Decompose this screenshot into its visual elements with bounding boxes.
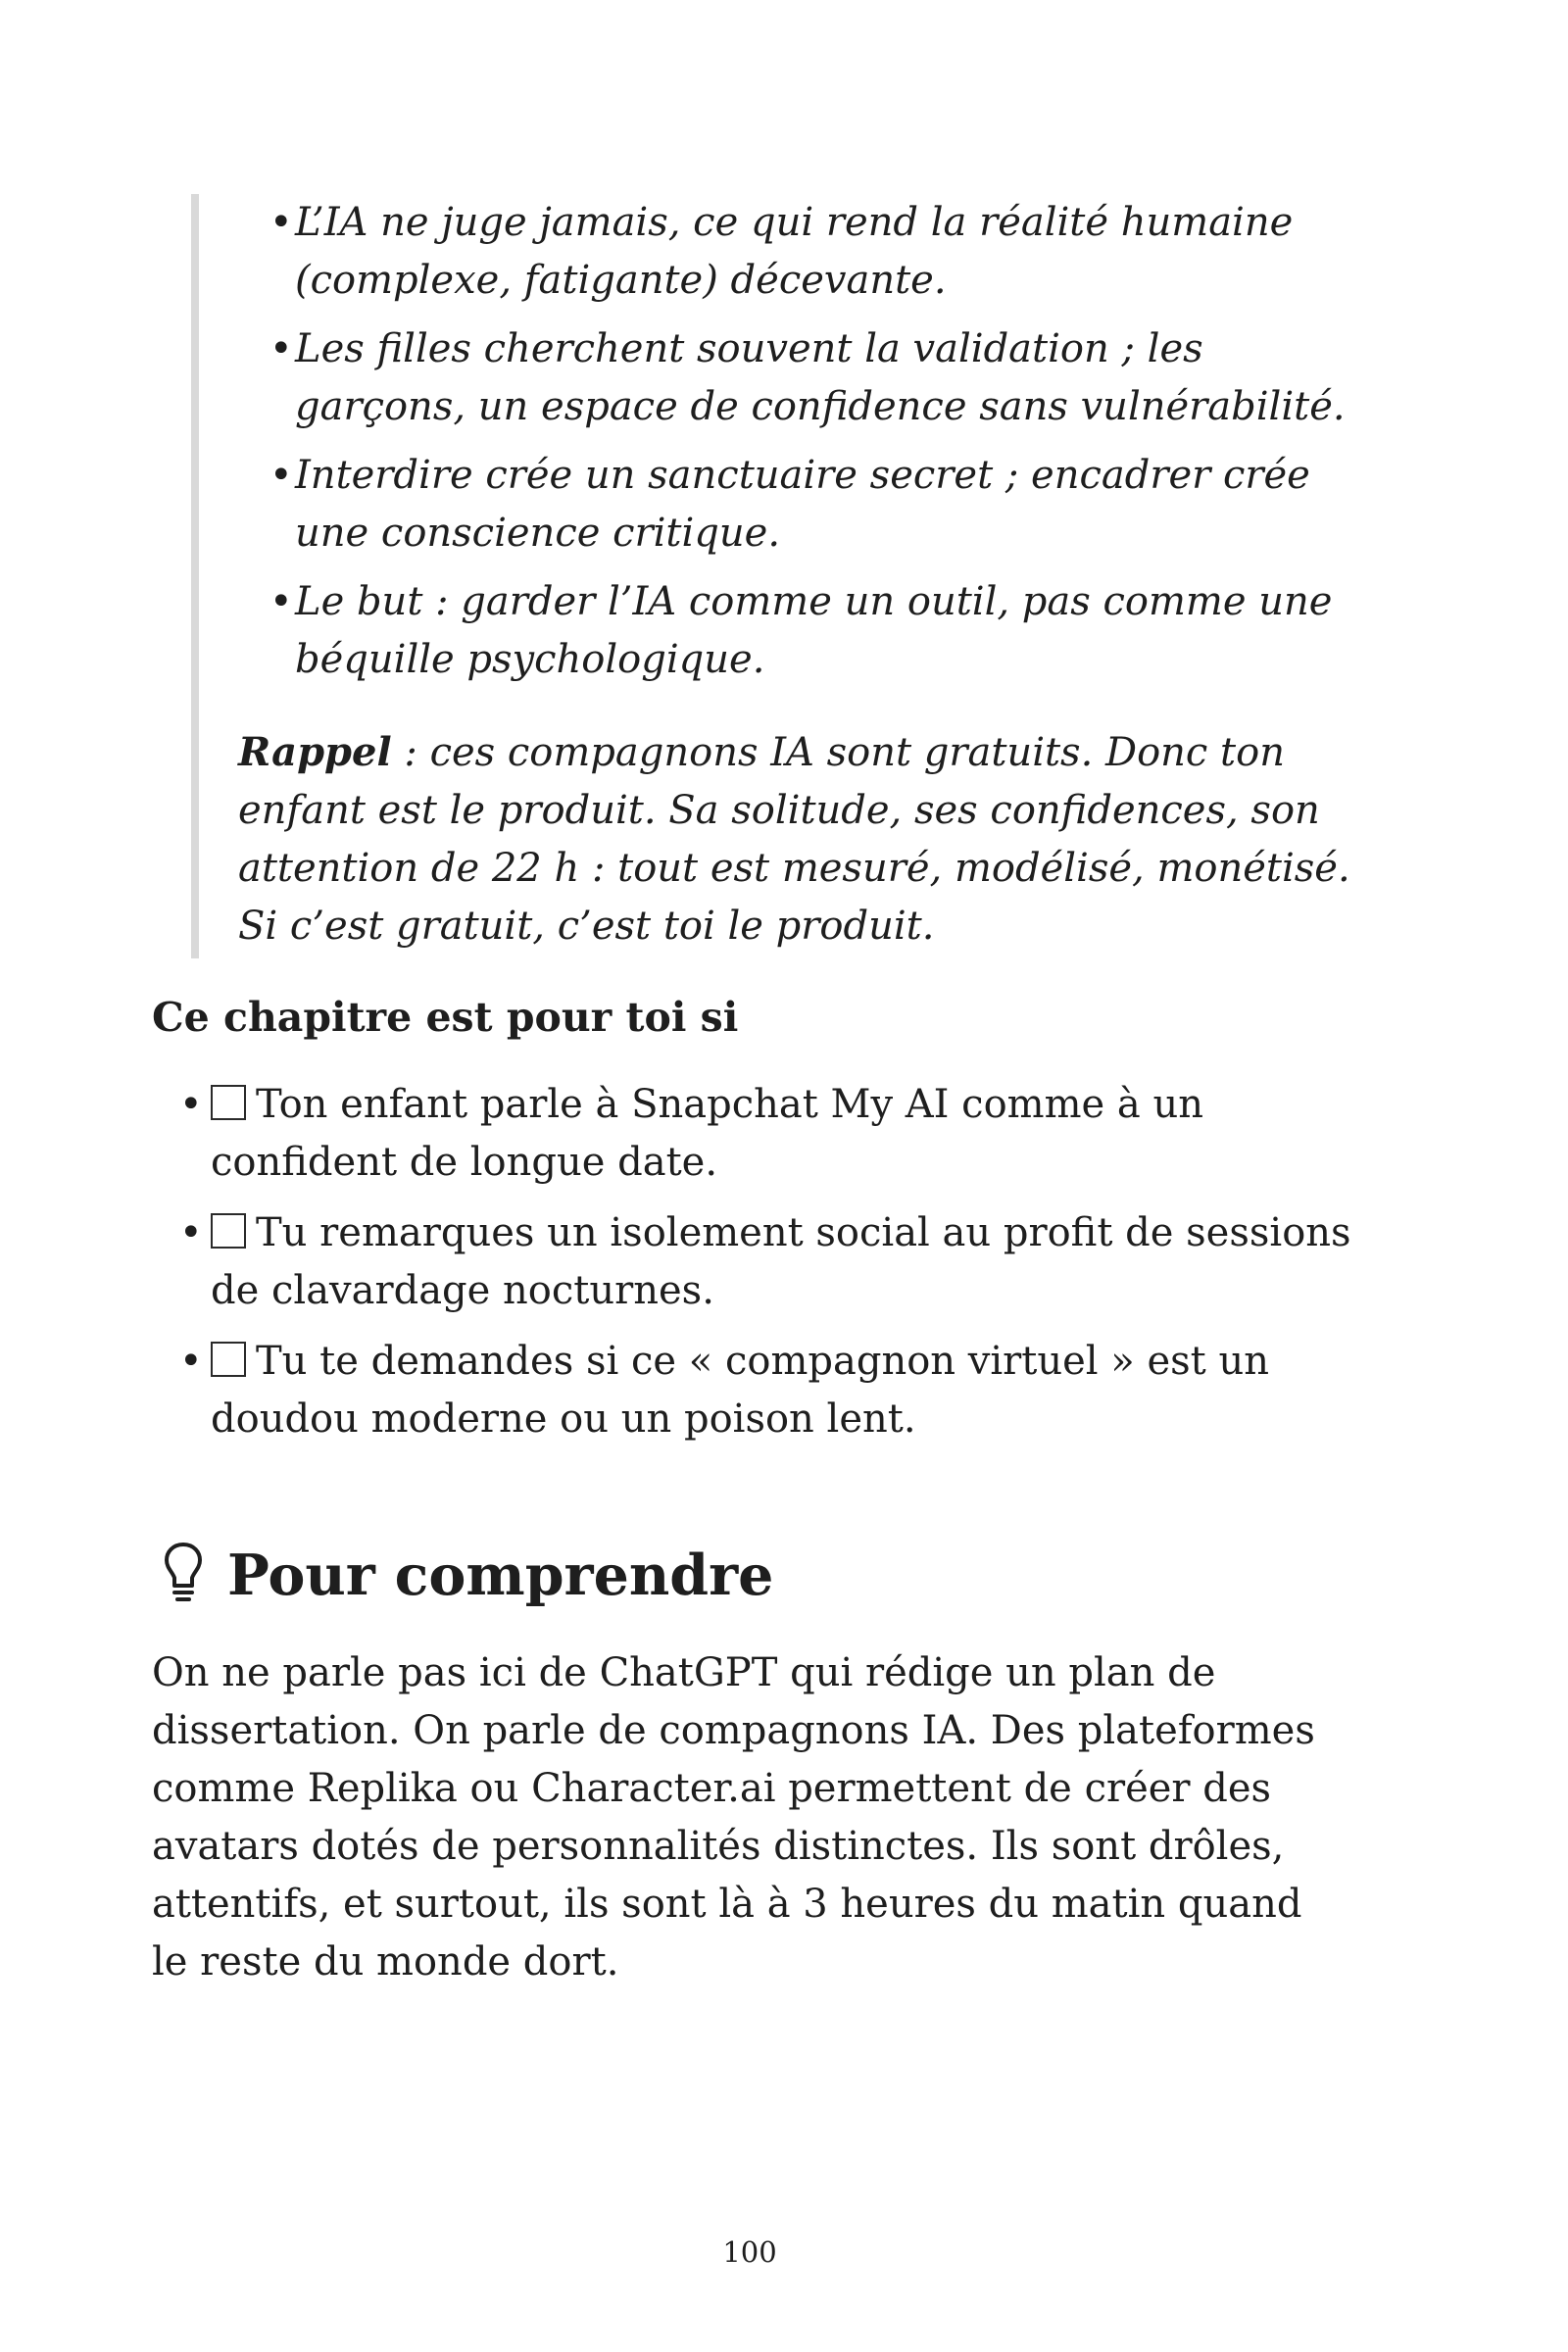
bullet-dot: • [179, 1082, 203, 1127]
bullet-dot: • [270, 579, 293, 624]
summary-bullet-text: Interdire crée un sanctuaire secret ; encadrer crée une conscience critique. [295, 453, 1310, 556]
summary-bullet [270, 573, 1377, 689]
checklist-item-text: Tu te demandes si ce « compagnon virtuel » est un doudou moderne ou un poison lent. [211, 1339, 1269, 1442]
bullet-dot: • [270, 326, 293, 371]
reminder-text: : ces compagnons IA sont gratuits. Donc ton enfant est le produit. Sa solitude, ses confidences, son attention de 22 h : tout est mesuré, modélisé, monétisé. Si c’est gratuit, c’est toi le produit. [238, 730, 1350, 949]
reminder-label: Rappel [238, 729, 392, 775]
checkbox[interactable] [211, 1342, 246, 1377]
body-paragraph: On ne parle pas ici de ChatGPT qui rédige un plan de dissertation. On parle de compagnons IA. Des plateformes comme Replika ou Character.ai permettent de créer des avatars dotés de personnalités distinctes. Ils sont drôles, attentifs, et surtout, ils sont là à 3 heures du matin quand le reste du monde dort. [152, 1650, 1315, 1984]
checklist-item-text: Tu remarques un isolement social au profit de sessions de clavardage nocturnes. [211, 1210, 1351, 1313]
checklist-title: Ce chapitre est pour toi si [152, 994, 739, 1041]
summary-bullet-text: L’IA ne juge jamais, ce qui rend la réalité humaine (complexe, fatigante) décevante. [295, 200, 1294, 303]
checklist-item [179, 1333, 1365, 1448]
checklist-item [179, 1076, 1365, 1192]
checklist [179, 1076, 1365, 1461]
summary-bullet-text: Les filles cherchent souvent la validation ; les garçons, un espace de confidence sans vulnérabilité. [295, 326, 1346, 429]
checkbox[interactable] [211, 1085, 246, 1120]
summary-bullet [270, 447, 1377, 563]
checklist-item [179, 1204, 1365, 1320]
summary-blockquote [191, 194, 1367, 958]
reminder-paragraph [238, 723, 1355, 956]
bullet-dot: • [270, 453, 293, 498]
summary-bullet-list [270, 194, 1377, 700]
lightbulb-icon [162, 1541, 205, 1605]
bullet-dot: • [270, 200, 293, 245]
summary-bullet-text: Le but : garder l’IA comme un outil, pas comme une béquille psychologique. [295, 579, 1333, 682]
page-number: 100 [722, 2235, 777, 2269]
bullet-dot: • [179, 1339, 203, 1384]
summary-bullet [270, 194, 1377, 310]
checkbox[interactable] [211, 1213, 246, 1249]
bullet-dot: • [179, 1210, 203, 1255]
checklist-item-text: Ton enfant parle à Snapchat My AI comme à un confident de longue date. [211, 1082, 1203, 1185]
section-heading: Pour comprendre [227, 1543, 774, 1608]
summary-bullet [270, 320, 1377, 436]
